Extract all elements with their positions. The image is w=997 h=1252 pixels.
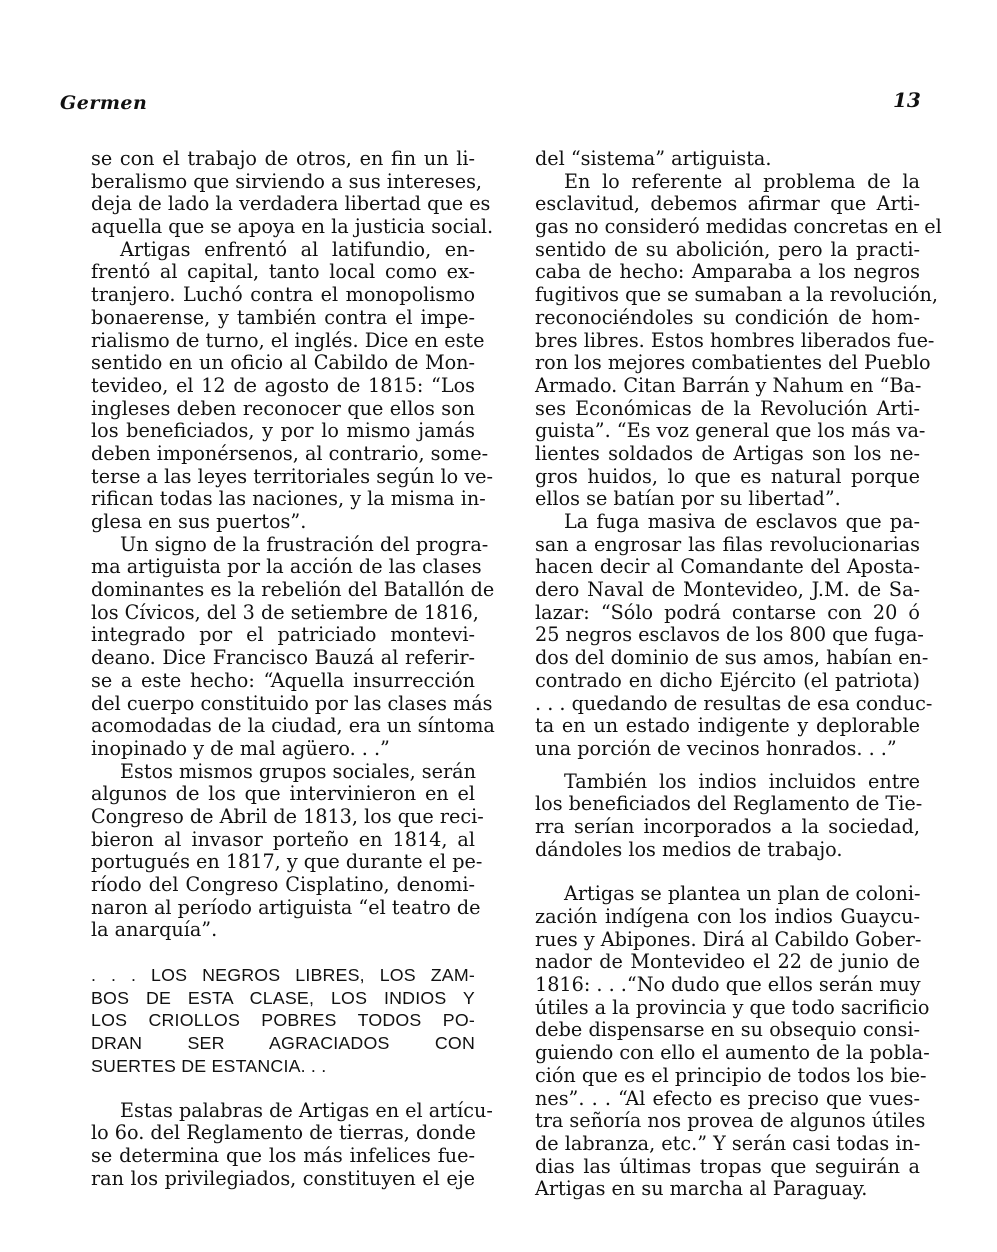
text-line: gas no consideró medidas concretas en el bbox=[535, 215, 942, 239]
text-line: ses Económicas de la Revolución Arti- bbox=[535, 396, 920, 420]
text-line: ma artiguista por la acción de las clases bbox=[91, 555, 482, 579]
running-title: Germen bbox=[60, 92, 148, 114]
text-line: nador de Montevideo el 22 de junio de bbox=[535, 950, 920, 974]
text-line: deano. Dice Francisco Bauzá al referir- bbox=[91, 646, 475, 670]
text-line: del cuerpo constituido por las clases más bbox=[91, 691, 493, 715]
text-line: de labranza, etc.” Y serán casi todas in- bbox=[535, 1131, 921, 1155]
text-line: rialismo de turno, el inglés. Dice en este bbox=[91, 328, 485, 352]
text-line: debe dispensarse en su obsequio consi- bbox=[535, 1018, 920, 1042]
text-line: glesa en sus puertos”. bbox=[91, 510, 307, 533]
text-line: deja de lado la verdadera libertad que es bbox=[91, 192, 491, 216]
text-line: los Cívicos, del 3 de setiembre de 1816, bbox=[91, 600, 479, 624]
text-line: ingleses deben reconocer que ellos son bbox=[91, 396, 475, 420]
text-line: algunos de los que intervinieron en el bbox=[91, 782, 475, 806]
text-line: bonaerense, y también contra el impe- bbox=[91, 305, 475, 329]
left-text-column bbox=[91, 147, 495, 1190]
text-line: 25 negros esclavos de los 800 que fuga- bbox=[535, 623, 924, 647]
text-line: útiles a la provincia y que todo sacrificio bbox=[535, 995, 930, 1019]
text-line: Congreso de Abril de 1813, los que reci- bbox=[91, 804, 484, 828]
text-line: se a este hecho: “Aquella insurrección bbox=[91, 668, 475, 692]
text-line: bres libres. Estos hombres liberados fue- bbox=[535, 328, 935, 352]
text-line: san a engrosar las filas revolucionarias bbox=[535, 532, 920, 556]
text-line: Artigas se plantea un plan de coloni- bbox=[564, 882, 921, 906]
text-line: sentido de su abolición, pero la practi- bbox=[535, 237, 920, 261]
text-line: guiendo con ello el aumento de la pobla- bbox=[535, 1041, 930, 1065]
text-line: ellos se batían por su libertad”. bbox=[535, 487, 841, 511]
text-line: hacen decir al Comandante del Aposta- bbox=[535, 555, 920, 579]
text-line: sentido en un oficio al Cabildo de Mon- bbox=[91, 351, 475, 375]
text-line: rifican todas las naciones, y la misma in- bbox=[91, 487, 486, 511]
paragraph-gap bbox=[535, 861, 920, 883]
text-line: ción que es el principio de todos los bie- bbox=[535, 1063, 927, 1087]
text-line: reconociéndoles su condición de hom- bbox=[535, 305, 920, 329]
text-line: naron al período artiguista “el teatro de bbox=[91, 895, 481, 919]
text-line: caba de hecho: Amparaba a los negros bbox=[535, 260, 920, 284]
text-line: los beneficiados del Reglamento de Tie- bbox=[535, 792, 923, 816]
text-line: beralismo que sirviendo a sus intereses, bbox=[91, 169, 483, 193]
text-line: fugitivos que se sumaban a la revolución, bbox=[535, 283, 938, 307]
text-line: inopinado y de mal agüero. . .” bbox=[91, 736, 390, 760]
text-line: En lo referente al problema de la bbox=[564, 169, 920, 193]
text-line: la anarquía”. bbox=[91, 918, 218, 942]
text-line: . . . quedando de resultas de esa conduc- bbox=[535, 691, 933, 715]
text-line: una porción de vecinos honrados. . .” bbox=[535, 736, 897, 760]
text-line: se determina que los más infelices fue- bbox=[91, 1143, 475, 1167]
text-line: rra serían incorporados a la sociedad, bbox=[535, 814, 920, 838]
text-line: se con el trabajo de otros, en fin un li- bbox=[91, 147, 475, 170]
text-line: del “sistema” artiguista. bbox=[535, 147, 772, 170]
page-number: 13 bbox=[893, 88, 921, 112]
text-line: Un signo de la frustración del progra- bbox=[120, 532, 489, 556]
text-line: Armado. Citan Barrán y Nahum en “Ba- bbox=[535, 373, 922, 397]
text-line: dos del dominio de sus amos, habían en- bbox=[535, 646, 929, 670]
text-line: frentó al capital, tanto local como ex- bbox=[91, 260, 475, 284]
text-line: Artigas en su marcha al Paraguay. bbox=[535, 1177, 868, 1201]
text-line: contrado en dicho Ejército (el patriota) bbox=[535, 668, 920, 692]
text-line: gros huidos, lo que es natural porque bbox=[535, 464, 920, 488]
paragraph-gap bbox=[91, 1078, 475, 1100]
text-line: terse a las leyes territoriales según lo ve- bbox=[91, 464, 493, 488]
text-line: dias las últimas tropas que seguirán a bbox=[535, 1154, 920, 1178]
text-line: lientes soldados de Artigas son los ne- bbox=[535, 441, 920, 465]
quote-line: DRAN SER AGRACIADOS CON bbox=[91, 1033, 475, 1054]
text-line: aquella que se apoya en la justicia social. bbox=[91, 215, 494, 239]
text-line: lazar: “Sólo podrá contarse con 20 ó bbox=[535, 600, 920, 624]
text-line: tranjero. Luchó contra el monopolismo bbox=[91, 283, 475, 307]
text-line: rues y Abipones. Dirá al Cabildo Gober- bbox=[535, 927, 922, 951]
text-line: Estos mismos grupos sociales, serán bbox=[120, 759, 476, 783]
quote-line: BOS DE ESTA CLASE, LOS INDIOS Y bbox=[91, 987, 475, 1008]
text-line: Estas palabras de Artigas en el artícu- bbox=[120, 1098, 493, 1122]
text-line: La fuga masiva de esclavos que pa- bbox=[564, 510, 920, 533]
quote-line: SUERTES DE ESTANCIA. . . bbox=[91, 1055, 327, 1076]
text-line: portugués en 1817, y que durante el pe- bbox=[91, 850, 483, 874]
quote-line: LOS CRIOLLOS POBRES TODOS PO- bbox=[91, 1010, 475, 1031]
text-line: Artigas enfrentó al latifundio, en- bbox=[120, 237, 475, 261]
text-line: dándoles los medios de trabajo. bbox=[535, 837, 843, 861]
text-line: integrado por el patriciado montevi- bbox=[91, 623, 475, 647]
text-line: tevideo, el 12 de agosto de 1815: “Los bbox=[91, 373, 475, 397]
text-line: También los indios incluidos entre bbox=[564, 769, 920, 793]
text-line: los beneficiados, y por lo mismo jamás bbox=[91, 419, 475, 443]
text-line: dominantes es la rebelión del Batallón de bbox=[91, 578, 495, 602]
text-line: lo 6o. del Reglamento de tierras, donde bbox=[91, 1121, 476, 1145]
text-line: esclavitud, debemos afirmar que Arti- bbox=[535, 192, 920, 216]
text-line: nes”. . . “Al efecto es preciso que vues- bbox=[535, 1086, 920, 1110]
text-line: deben imponérsenos, al contrario, some- bbox=[91, 441, 489, 465]
text-line: ran los privilegiados, constituyen el eje bbox=[91, 1166, 475, 1190]
text-line: dero Naval de Montevideo, J.M. de Sa- bbox=[535, 578, 920, 602]
text-line: guista”. “Es voz general que los más va- bbox=[535, 419, 926, 443]
text-line: 1816: . . .“No dudo que ellos serán muy bbox=[535, 973, 921, 997]
text-line: ta en un estado indigente y deplorable bbox=[535, 714, 920, 738]
text-line: tra señoría nos provea de algunos útiles bbox=[535, 1109, 926, 1133]
paragraph-gap bbox=[91, 942, 475, 964]
text-line: zación indígena con los indios Guaycu- bbox=[535, 905, 920, 928]
text-line: ron los mejores combatientes del Pueblo bbox=[535, 351, 931, 375]
text-line: ríodo del Congreso Cisplatino, denomi- bbox=[91, 873, 475, 896]
text-line: acomodadas de la ciudad, era un síntoma bbox=[91, 714, 495, 738]
quote-line: . . . LOS NEGROS LIBRES, LOS ZAM- bbox=[91, 965, 475, 986]
text-line: bieron al invasor porteño en 1814, al bbox=[91, 827, 475, 851]
right-text-column bbox=[535, 147, 942, 1201]
